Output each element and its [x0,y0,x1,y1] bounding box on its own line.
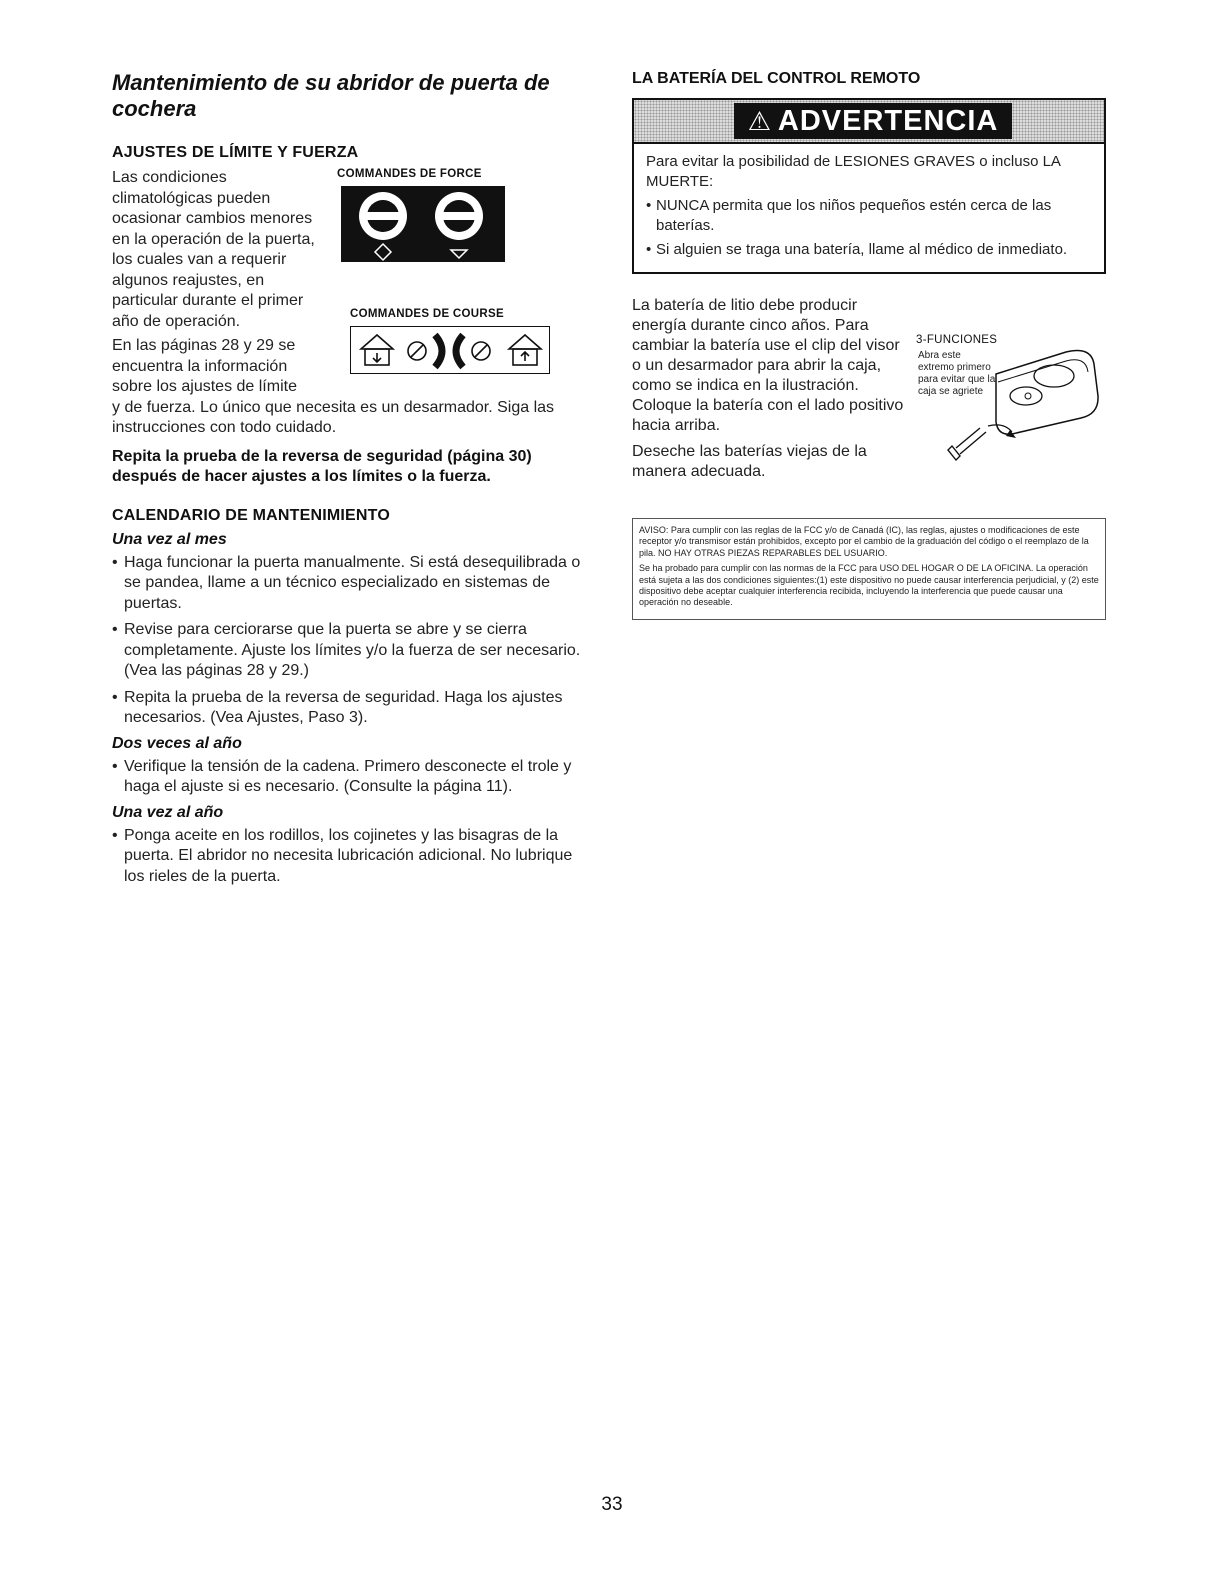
course-caption: COMMANDES DE COURSE [350,308,504,320]
adjust-section [112,168,590,439]
list-item: • Ponga aceite en los rodillos, los cojinetes y las bisagras de la puerta. El abridor no necesita lubricación adicional. No lubrique los rieles de la puerta. [112,826,573,885]
battery-text: La batería de litio debe producir energía durante cinco años. Para cambiar la batería use el clip del visor o un desarmador para abrir la caja, como se indica en la ilustración. Coloque la batería con el lado positivo hacia arriba. [632,297,904,434]
warning-item: • NUNCA permita que los niños pequeños estén cerca de las baterías. [646,197,1052,234]
warning-body [634,144,1104,272]
right-column [632,70,1108,620]
left-column [112,70,590,893]
warning-banner: ⚠ ADVERTENCIA [734,103,1012,139]
battery-section [632,296,1108,482]
remote-note: Abra este extremo primero para evitar que la caja se agriete [918,350,996,397]
remote-control-icon [916,334,1106,464]
fcc-notice-box [632,518,1106,620]
list-item: • Revise para cerciorarse que la puerta se abre y se cierra completamente. Ajuste los límites y/o la fuerza de ser necesario. (Vea las páginas 28 y 29.) [112,621,581,679]
course-screws-icon [351,327,548,372]
warning-band [634,100,1104,144]
schedule-heading: Una vez al mes [112,530,227,548]
schedule-heading: Una vez al año [112,803,224,821]
list-item: • Repita la prueba de la reversa de seguridad. Haga los ajustes necesarios. (Vea Ajustes, Paso 3). [112,688,563,726]
schedule-section-yearly [112,804,590,888]
page-title: Mantenimiento de su abridor de puerta de cochera [112,70,550,121]
remote-figure [916,334,1106,464]
repeat-test-note: Repita la prueba de la reversa de seguridad (página 30) después de hacer ajustes a los límites o la fuerza. [112,447,532,485]
warning-item: • Si alguien se traga una batería, llame al médico de inmediato. [646,241,1068,258]
remote-caption: 3-FUNCIONES [916,334,998,346]
list-item: • Verifique la tensión de la cadena. Primero desconecte el trole y haga el ajuste si es necesario. (Consulte la página 11). [112,757,572,795]
battery-heading: LA BATERÍA DEL CONTROL REMOTO [632,70,921,87]
warning-intro: Para evitar la posibilidad de LESIONES GRAVES o incluso LA MUERTE: [646,153,1061,190]
adjust-heading: AJUSTES DE LÍMITE Y FUERZA [112,144,359,161]
force-controls-figure [337,168,587,262]
calendar-heading: CALENDARIO DE MANTENIMIENTO [112,506,390,524]
force-dials-icon [341,186,505,262]
force-caption: COMMANDES DE FORCE [337,168,482,180]
schedule-section-monthly [112,531,590,729]
force-dials-image [341,186,505,262]
course-controls-figure [350,308,590,374]
pages-text-tail: y de fuerza. Lo único que necesita es un desarmador. Siga las instrucciones con todo cuidado. [112,398,555,436]
dispose-text: Deseche las baterías viejas de la manera adecuada. [632,443,867,480]
warning-triangle-icon: ⚠ [747,106,772,136]
intro-text: Las condiciones climatológicas pueden ocasionar cambios menores en la operación de la puerta, los cuales van a requerir algunos reajustes, en particular durante el primer año de operación. [112,169,315,330]
fcc-notice-2: Se ha probado para cumplir con las normas de la FCC para USO DEL HOGAR O DE LA OFICINA. La operación está sujeta a las dos condiciones siguientes:(1) este dispositivo no puede causar interferencia perjudicial, y (2) este dispositivo debe aceptar cualquier interferencia recibida, incluyendo la interferencia que puede causar una operación no deseable. [639,563,1099,608]
course-controls-image [350,326,550,374]
schedule-heading: Dos veces al año [112,734,242,752]
fcc-notice-1: AVISO: Para cumplir con las reglas de la FCC y/o de Canadá (IC), las reglas, ajustes o modificaciones de este receptor y/o transmisor están prohibidos, excepto por el cambio de la graduación del código o el reemplazo de la pila. NO HAY OTRAS PIEZAS REPARABLES DEL USUARIO. [639,525,1089,558]
schedule-section-twice-yearly [112,735,590,798]
list-item: • Haga funcionar la puerta manualmente. Si está desequilibrada o se pandea, llame a un técnico especializado en sistemas de puertas. [112,553,581,612]
page-number: 33 [601,1494,623,1515]
warning-box [632,98,1106,274]
pages-text-head: En las páginas 28 y 29 se encuentra la información sobre los ajustes de límite [112,337,297,395]
